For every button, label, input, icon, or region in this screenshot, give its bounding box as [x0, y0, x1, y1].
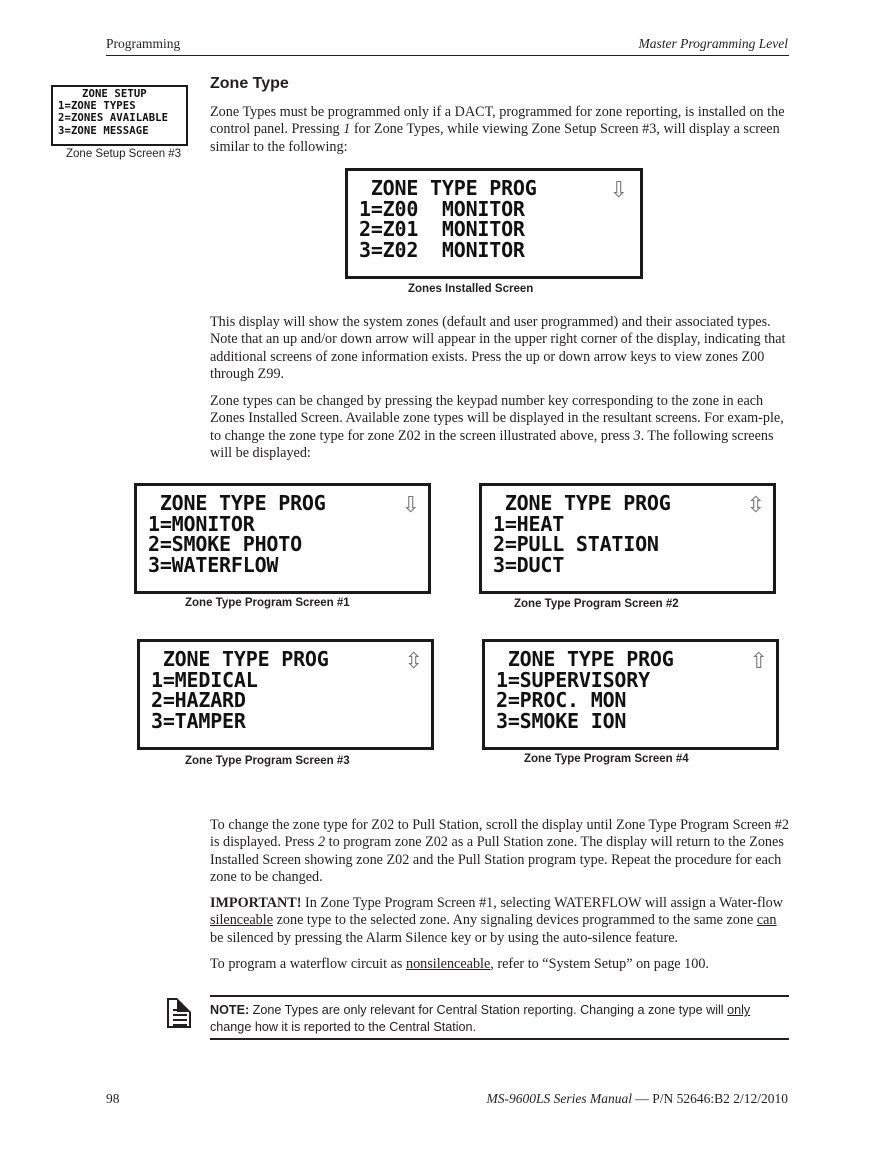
- note-text: NOTE: Zone Types are only relevant for Central Station reporting. Changing a zone type will only change how it is reported to the Central Station.: [210, 1003, 751, 1034]
- program-screen-4-caption: Zone Type Program Screen #4: [524, 753, 689, 765]
- lcd-line: 1=Z00 MONITOR: [359, 196, 525, 221]
- lcd-line: 2=PROC. MON: [496, 688, 627, 712]
- program-screen-3-display: [137, 639, 434, 750]
- paragraph-nonsilenceable: To program a waterflow circuit as nonsilenceable, refer to “System Setup” on page 100.: [210, 956, 709, 972]
- header-section-title: Programming: [106, 36, 181, 51]
- lcd-line: 1=HEAT: [493, 511, 565, 536]
- program-screen-2-display: [479, 483, 776, 594]
- lcd-line: 2=PULL STATION: [493, 532, 659, 556]
- lcd-line: 1=MONITOR: [148, 511, 255, 536]
- program-screen-2-caption: Zone Type Program Screen #2: [514, 598, 679, 610]
- lcd-line: ZONE TYPE PROG: [493, 491, 671, 515]
- program-screen-1-caption: Zone Type Program Screen #1: [185, 597, 350, 609]
- header-level-title: Master Programming Level: [638, 36, 788, 51]
- lcd-line: 2=SMOKE PHOTO: [148, 532, 302, 556]
- lcd-line: 2=ZONES AVAILABLE: [58, 112, 169, 125]
- note-rule-top: [210, 995, 789, 997]
- lcd-line: ZONE TYPE PROG: [359, 176, 537, 200]
- lcd-line: 2=Z01 MONITOR: [359, 217, 525, 241]
- zone-setup-caption: Zone Setup Screen #3: [66, 148, 182, 160]
- paragraph-important: IMPORTANT! In Zone Type Program Screen #1, selecting WATERFLOW will assign a Water-flow silenceable zone type to the selected zone. Any signaling devices programmed to the same zone can be silenced by pressing the Alarm Silence key or by using the auto-silence feature.: [210, 895, 784, 946]
- lcd-line: 2=HAZARD: [151, 688, 246, 712]
- down-arrow-icon: ⇩: [401, 493, 420, 518]
- lcd-line: 1=MEDICAL: [151, 667, 258, 692]
- header-rule: [106, 55, 789, 56]
- lcd-line: ZONE SETUP: [82, 88, 147, 100]
- lcd-line: ZONE TYPE PROG: [496, 647, 674, 671]
- lcd-line: 3=ZONE MESSAGE: [58, 124, 149, 137]
- paragraph-display-info: This display will show the system zones (default and user programmed) and their associated types. Note that an up and/or down arrow will appear in the upper right corner of the display, indicating that additional screens of zone information exists. Press the up or down arrow keys to view zones Z00 through Z99.: [210, 314, 786, 383]
- paragraph-pull-station: To change the zone type for Z02 to Pull Station, scroll the display until Zone Type Program Screen #2 is displayed. Press 2 to program zone Z02 as a Pull Station zone. The display will return to the Zones Installed Screen showing zone Z02 and the Pull Station program type. Repeat the procedure for each zone to be changed.: [210, 817, 789, 886]
- lcd-line: ZONE TYPE PROG: [148, 491, 326, 515]
- up-arrow-icon: ⇧: [749, 649, 768, 674]
- down-arrow-icon: ⇩: [609, 178, 628, 203]
- lcd-line: 3=WATERFLOW: [148, 552, 279, 577]
- zone-setup-display: [51, 85, 188, 146]
- note-icon: [167, 998, 191, 1028]
- paragraph-intro: Zone Types must be programmed only if a DACT, programmed for zone reporting, is installed on the control panel. Pressing 1 for Zone Types, while viewing Zone Setup Screen #3, will display a screen similar to the following:: [210, 104, 785, 155]
- lcd-line: 1=ZONE TYPES: [58, 100, 136, 113]
- footer-manual: MS-9600LS Series Manual — P/N 52646:B2 2/12/2010: [486, 1091, 788, 1106]
- lcd-line: 3=DUCT: [493, 552, 565, 577]
- lcd-line: 3=Z02 MONITOR: [359, 237, 525, 262]
- lcd-line: ZONE TYPE PROG: [151, 647, 329, 671]
- lcd-line: 3=TAMPER: [151, 708, 246, 733]
- zones-installed-display: [345, 168, 643, 279]
- up-down-arrow-icon: ⇳: [746, 493, 765, 518]
- program-screen-1-display: [134, 483, 431, 594]
- program-screen-4-display: [482, 639, 779, 750]
- up-down-arrow-icon: ⇳: [404, 649, 423, 674]
- lcd-line: 1=SUPERVISORY: [496, 667, 650, 692]
- paragraph-change-types: Zone types can be changed by pressing the keypad number key corresponding to the zone in each Zones Installed Screen. Available zone types will be displayed in the resultant screens. For exam-ple, to change the zone type for zone Z02 in the screen illustrated above, press 3. The following screens will be displayed:: [210, 393, 784, 462]
- program-screen-3-caption: Zone Type Program Screen #3: [185, 755, 350, 767]
- zones-installed-caption: Zones Installed Screen: [408, 283, 534, 295]
- lcd-line: 3=SMOKE ION: [496, 708, 627, 733]
- page-number: 98: [106, 1091, 120, 1106]
- note-rule-bottom: [210, 1038, 789, 1040]
- section-heading: Zone Type: [210, 75, 289, 92]
